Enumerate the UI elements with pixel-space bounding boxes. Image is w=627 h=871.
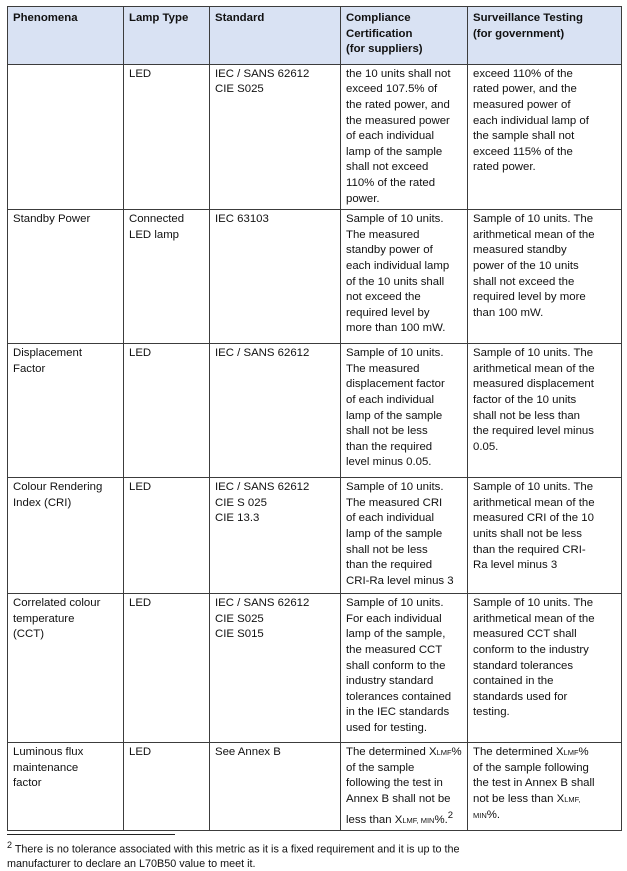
text-run: %. <box>434 813 448 826</box>
text-run: The determined X <box>473 746 564 759</box>
table-row <box>8 210 622 344</box>
table-row <box>8 344 622 478</box>
table-row <box>8 478 622 594</box>
footnote-separator <box>7 834 175 835</box>
header-surveillance: Surveillance Testing (for government) <box>468 7 622 65</box>
cell-standard: IEC / SANS 62612 CIE S 025 CIE 13.3 <box>210 478 341 594</box>
subscript-lmf: LMF <box>563 748 579 758</box>
cell-compliance: the 10 units shall not exceed 107.5% of the rated power, and the measured power of each individual lamp of the sample shall not exceed 110% of the rated power. <box>341 64 468 209</box>
subscript-lmf-min: LMF, MIN <box>473 794 581 820</box>
cell-phenomena: Correlated colour temperature (CCT) <box>8 594 124 743</box>
cell-surveillance: Sample of 10 units. The arithmetical mean of the measured CCT shall conform to the industry standard tolerances contained in the standards used for testing. <box>468 594 622 743</box>
cell-lamp-type: Connected LED lamp <box>124 210 210 344</box>
cell-standard: IEC / SANS 62612 <box>210 344 341 478</box>
cell-surveillance: Sample of 10 units. The arithmetical mean of the measured CRI of the 10 units shall not be less than the required CRI- Ra level minus 3 <box>468 478 622 594</box>
cell-compliance: Sample of 10 units. The measured standby power of each individual lamp of the 10 units shall not exceed the required level by more than 100 mW. <box>341 210 468 344</box>
subscript-lmf: LMF <box>436 748 452 758</box>
cell-surveillance: exceed 110% of the rated power, and the measured power of each individual lamp of the sample shall not exceed 115% of the rated power. <box>468 64 622 209</box>
table-header-row <box>8 7 622 65</box>
cell-lamp-type: LED <box>124 478 210 594</box>
cell-compliance: Sample of 10 units. The measured CRI of each individual lamp of the sample shall not be less than the required CRI-Ra level minus 3 <box>341 478 468 594</box>
table-row <box>8 64 622 209</box>
header-phenomena: Phenomena <box>8 7 124 65</box>
cell-compliance: Sample of 10 units. The measured displacement factor of each individual lamp of the sample shall not be less than the required level minus 0.05. <box>341 344 468 478</box>
cell-lamp-type: LED <box>124 344 210 478</box>
cell-surveillance: Sample of 10 units. The arithmetical mean of the measured displacement factor of the 10 units shall not be less than the required level minus 0.05. <box>468 344 622 478</box>
table-row <box>8 743 622 831</box>
cell-compliance <box>341 743 468 831</box>
header-lamp-type: Lamp Type <box>124 7 210 65</box>
cell-phenomena: Colour Rendering Index (CRI) <box>8 478 124 594</box>
footnote <box>7 838 619 871</box>
cell-standard: IEC / SANS 62612 CIE S025 <box>210 64 341 209</box>
cell-phenomena: Luminous flux maintenance factor <box>8 743 124 831</box>
cell-standard: IEC 63103 <box>210 210 341 344</box>
cell-standard: IEC / SANS 62612 CIE S025 CIE S015 <box>210 594 341 743</box>
header-compliance: Compliance Certification (for suppliers) <box>341 7 468 65</box>
table-row <box>8 594 622 743</box>
cell-lamp-type: LED <box>124 64 210 209</box>
cell-phenomena: Displacement Factor <box>8 344 124 478</box>
cell-phenomena: Standby Power <box>8 210 124 344</box>
text-run: % of the sample following the test in Annex B shall not be less than X <box>346 746 462 826</box>
text-run: %. <box>486 808 501 821</box>
footnote-mark: 2 <box>7 840 13 850</box>
requirements-table <box>7 6 622 831</box>
cell-compliance: Sample of 10 units. For each individual lamp of the sample, the measured CCT shall conform to the industry standard tolerances contained in the IEC standards used for testing. <box>341 594 468 743</box>
cell-standard: See Annex B <box>210 743 341 831</box>
subscript-lmf-min: LMF, MIN <box>402 815 435 825</box>
header-standard: Standard <box>210 7 341 65</box>
text-run: The determined X <box>346 746 437 759</box>
cell-phenomena <box>8 64 124 209</box>
cell-surveillance <box>468 743 622 831</box>
footnote-text: There is no tolerance associated with this metric as it is a fixed requirement and it is up to the manufacturer to declare an L70B50 value to meet it. <box>7 843 460 870</box>
footnote-reference[interactable]: 2 <box>447 809 454 821</box>
document-page <box>7 6 621 870</box>
cell-surveillance: Sample of 10 units. The arithmetical mean of the measured standby power of the 10 units shall not exceed the required level by more than 100 mW. <box>468 210 622 344</box>
cell-lamp-type: LED <box>124 743 210 831</box>
text-run: % of the sample following the test in Annex B shall not be less than X <box>473 746 595 805</box>
cell-lamp-type: LED <box>124 594 210 743</box>
